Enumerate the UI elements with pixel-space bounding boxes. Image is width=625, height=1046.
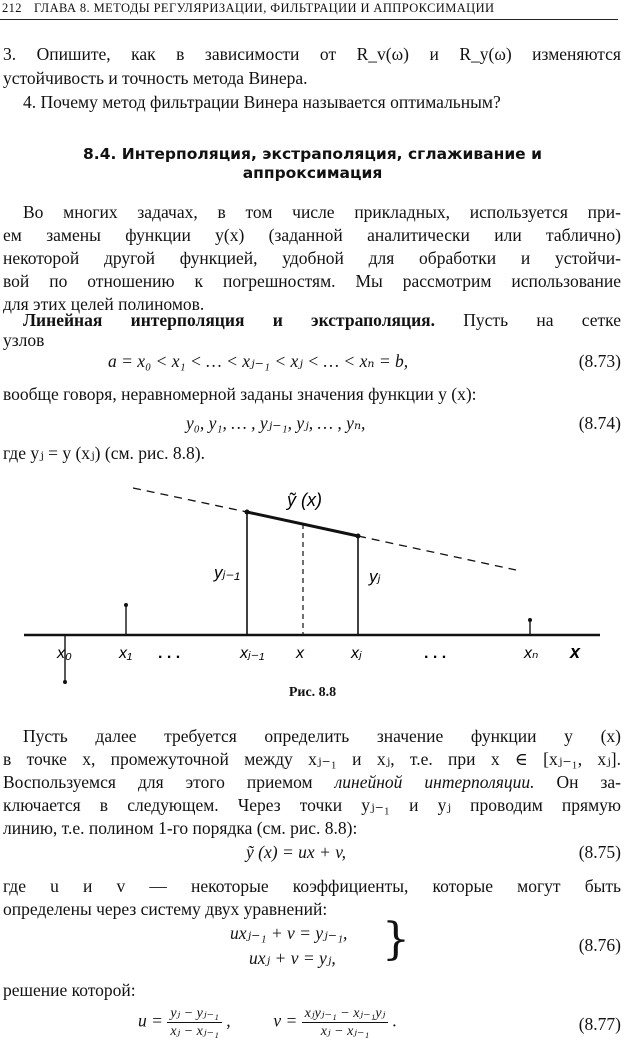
text-after-874: где yⱼ = y (xⱼ) (см. рис. 8.8). — [3, 443, 206, 463]
eq-877-u: u = — [138, 1010, 163, 1031]
coef-line-2: определены через систему двух уравнений: — [3, 899, 328, 919]
equation-label-8-74: (8.74) — [578, 413, 621, 433]
term-linear-interpolation: линейной интерполяции. — [334, 772, 535, 792]
equation-label-8-77: (8.77) — [578, 1014, 621, 1034]
question-3-line1: 3. Опишите, как в зависимости от R_v(ω) и R_y(ω) изменяются — [3, 44, 621, 64]
curve-label: ỹ (x) — [287, 490, 322, 510]
axis-label-xj1: xⱼ₋₁ — [240, 645, 265, 662]
equation-label-8-73: (8.73) — [578, 351, 621, 371]
equation-8-77: u = $\frac{\text{yⱼ − yⱼ₋₁}}{\text{xⱼ − xⱼ₋₁}}$ , v = $\frac{\text{xⱼyⱼ₋₁ − xⱼ₋₁yⱼ}}{\text{xⱼ − xⱼ₋₁}}$ . — [138, 1006, 398, 1039]
label-yj1: yⱼ₋₁ — [214, 563, 240, 582]
body-line-3 — [3, 772, 621, 792]
linear-heading-cont: Пусть на сетке — [463, 310, 621, 330]
axis-label-xj: xⱼ — [351, 645, 362, 662]
point-xn — [528, 618, 532, 622]
intro-line-2: ем замены функции y(x) (заданной аналитически или таблично) — [3, 225, 621, 245]
fraction-v-den: xⱼ − xⱼ₋₁ — [320, 1024, 370, 1039]
body-line-1: Пусть далее требуется определить значение функции y (x) — [23, 726, 621, 746]
fraction-v — [302, 1005, 389, 1040]
fraction-u-den: xⱼ − xⱼ₋₁ — [170, 1024, 219, 1039]
coef-line-1: где u и v — некоторые коэффициенты, которые могут быть — [3, 876, 621, 896]
running-title: ГЛАВА 8. МЕТОДЫ РЕГУЛЯРИЗАЦИИ, ФИЛЬТРАЦИИ И АППРОКСИМАЦИИ — [34, 1, 495, 15]
axis-label-dots-1: . . . — [158, 645, 181, 662]
page-number: 212 — [2, 1, 22, 15]
linear-heading-line — [23, 310, 621, 330]
intro-line-3: некоторой другой функцией, удобной для обработки и устойчи- — [3, 248, 621, 268]
point-x1 — [124, 603, 128, 607]
point-x0 — [63, 680, 67, 684]
axis-name-x: x — [570, 642, 581, 662]
eq-877-v: v = — [273, 1010, 298, 1031]
figure-8-8 — [0, 470, 625, 695]
axis-label-x: x — [296, 645, 304, 662]
section-title-line2: аппроксимация — [242, 164, 383, 182]
solution-line: решение которой: — [3, 980, 136, 1000]
question-3-line2: устойчивость и точность метода Винера. — [3, 68, 308, 88]
axis-label-dots-2: . . . — [424, 645, 447, 662]
equation-8-76-b: uxⱼ + v = yⱼ, — [249, 948, 336, 968]
fraction-u-num: yⱼ − yⱼ₋₁ — [167, 1005, 222, 1023]
figure-caption: Рис. 8.8 — [288, 685, 337, 700]
body-line-5: линию, т.е. полином 1-го порядка (см. рис. 8.8): — [3, 818, 358, 838]
body-line-3b: Он за- — [556, 772, 622, 792]
intro-line-4: вой по отношению к погрешностям. Мы рассмотрим использование — [3, 271, 621, 291]
axis-label-x0: x₀ — [57, 645, 72, 662]
body-line-3a: Воспользуемся для этого приемом — [3, 772, 313, 792]
fraction-v-num: xⱼyⱼ₋₁ − xⱼ₋₁yⱼ — [302, 1005, 389, 1023]
point-yj — [356, 534, 361, 539]
intro-line-1: Во многих задачах, в том числе прикладных, используется при- — [23, 202, 621, 222]
linear-line-2: узлов — [3, 330, 45, 350]
equation-label-8-75: (8.75) — [578, 842, 621, 862]
equation-label-8-76: (8.76) — [578, 935, 621, 955]
equation-8-74: y₀, y₁, … , yⱼ₋₁, yⱼ, … , yₙ, — [186, 413, 366, 433]
section-title-line1: 8.4. Интерполяция, экстраполяция, сглаживание и — [83, 145, 542, 163]
equation-8-73: a = x₀ < x₁ < … < xⱼ₋₁ < xⱼ < … < xₙ = b, — [108, 351, 409, 371]
intro-line-5: для этих целей полиномов. — [3, 294, 205, 314]
axis-label-xn: xₙ — [524, 645, 539, 662]
system-brace: } — [382, 914, 410, 965]
extrapolation-dashed-right — [358, 536, 516, 570]
body-line-2: в точке x, промежуточной между xⱼ₋₁ и xⱼ, т.е. при x ∈ [xⱼ₋₁, xⱼ]. — [3, 749, 621, 769]
fraction-u — [167, 1005, 222, 1040]
question-4: 4. Почему метод фильтрации Винера называется оптимальным? — [23, 92, 501, 112]
label-yj: yⱼ — [369, 567, 381, 586]
point-yj1 — [245, 510, 250, 515]
text-before-874: вообще говоря, неравномерной заданы значения функции y (x): — [3, 384, 477, 404]
equation-8-76-a: uxⱼ₋₁ + v = yⱼ₋₁, — [230, 923, 348, 943]
body-line-4: ключается в следующем. Через точки yⱼ₋₁ и yⱼ проводим прямую — [3, 795, 621, 815]
extrapolation-dashed-left — [133, 488, 247, 512]
axis-label-x1: x₁ — [119, 645, 133, 662]
running-header — [0, 0, 618, 20]
linear-heading: Линейная интерполяция и экстраполяция. — [23, 310, 435, 330]
equation-8-75: ỹ (x) = ux + v, — [246, 842, 347, 862]
